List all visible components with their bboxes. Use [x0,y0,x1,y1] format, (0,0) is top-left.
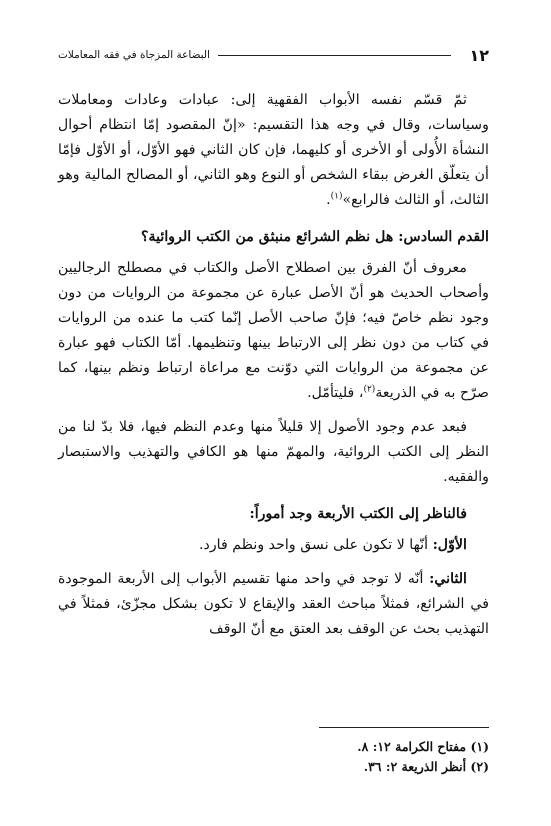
header-rule [218,55,452,56]
footnotes [58,737,489,777]
paragraph-3: فبعد عدم وجود الأصول إلا قليلاً منها وعدم النظم فيها، فلا بدّ لنا من النظر إلى الكتب الروائية، والمهمّ منها هو الكافي والتهذيب والاستبصار والفقيه. [58,419,489,485]
point-second [58,567,489,642]
page-body [58,88,489,642]
point-first [58,533,489,558]
footnote-separator [319,727,489,728]
point-first-text: أنّها لا تكون على نسق واحد ونظم فارد. [199,537,433,553]
point-first-label: الأوّل: [432,537,467,553]
footnote-ref-1[interactable]: (١) [330,191,343,202]
footnote-1: (١) مفتاح الكرامة ١٢: ٨. [357,739,489,754]
paragraph-2-text: معروف أنّ الفرق بين اصطلاح الأصل والكتاب في مصطلح الرجاليين وأصحاب الحديث هو أنّ الأصل عبارة عن مجموعة من الروايات من دون وجود نظم خاصّ فيه؛ فإنّ صاحب الأصل إنّما كتب ما عنده من الروايات في كتاب من دون نظر إلى الارتباط بينها وتنظيمها. أمّا الكتاب فهو عبارة عن مجموعة من الروايات التي دوّنت مع مراعاة ارتباط ونظم بينها، كما صرّح به في الذريعة [58,260,489,401]
paragraph-1-end: . [326,192,331,208]
running-title: البضاعة المزجاة في فقه المعاملات [58,49,210,61]
paragraph-1 [58,88,489,213]
point-second-text: أنّه لا توجد في واحد منها تقسيم الأبواب إلى الأربعة الموجودة في الشرائع، فمثلاً مباحث العقد والإيقاع لا تكون بشكل مجزّئ، فمثلاً في التهذيب بحث عن الوقف بعد العتق مع أنّ الوقف [58,571,489,637]
point-second-label: الثاني: [429,571,467,587]
paragraph-2-end: ، فليتأمّل. [307,385,364,401]
section-heading: القدم السادس: هل نظم الشرائع منبثق من الكتب الروائية؟ [141,229,489,245]
footnote-2: (٢) أنظر الذريعة ٢: ٣٦. [363,759,489,774]
paragraph-1-text: ثمّ قسّم نفسه الأبواب الفقهية إلى: عبادات وعادات ومعاملات وسياسات، وقال في وجه هذا التقسيم: «إنّ المقصود إمّا انتظام أحوال النشأة الأُولى أو الأخرى أو كليهما، فإن كان الثاني فهو الأوّل، أو الأوّل فإمّا أن يتعلّق الغرض ببقاء الشخص أو النوع وهو الثاني، أو المصالح المالية وهو الثالث، أو الثالث فالرابع» [58,92,489,208]
footnote-ref-2[interactable]: (٢) [363,384,376,395]
page-header [58,44,489,66]
paragraph-2 [58,256,489,406]
subheading: فالناظر إلى الكتب الأربعة وجد أموراً: [249,506,467,522]
page-number: ١٢ [469,45,489,65]
